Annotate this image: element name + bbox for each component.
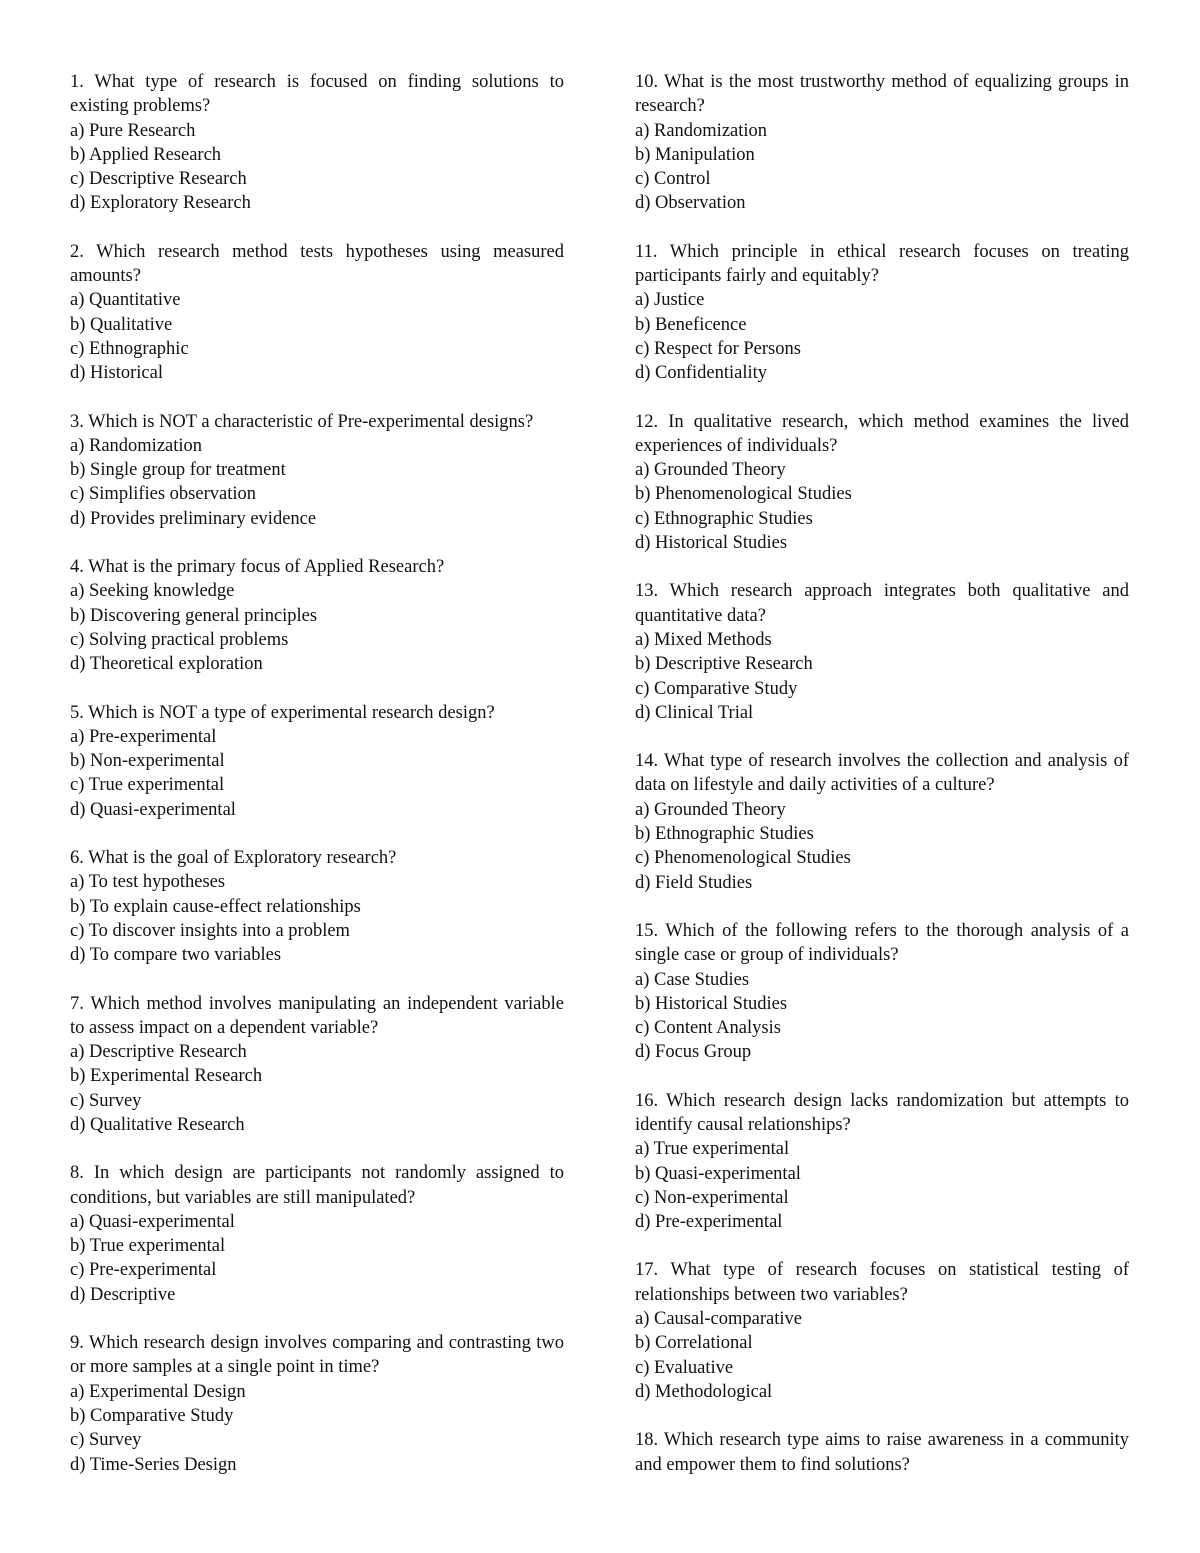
option-a: a) Grounded Theory	[635, 799, 786, 820]
option-c: c) Ethnographic	[70, 338, 189, 359]
option-d: d) To compare two variables	[70, 945, 282, 966]
question-7	[70, 992, 564, 1138]
option-d: d) Historical	[70, 363, 163, 384]
option-c: c) Survey	[70, 1090, 142, 1111]
option-c: c) Respect for Persons	[635, 338, 801, 359]
option-a: a) Experimental Design	[70, 1381, 246, 1402]
option-a: a) Randomization	[70, 435, 203, 456]
question-text: 6. What is the goal of Exploratory research?	[70, 848, 397, 869]
option-b: b) Non-experimental	[70, 751, 225, 772]
question-16	[635, 1089, 1129, 1235]
question-text: 16. Which research design lacks randomization but attempts to identify causal relationships?	[635, 1090, 1129, 1135]
option-d: d) Confidentiality	[635, 363, 768, 384]
option-d: d) Observation	[635, 193, 746, 214]
option-b: b) Single group for treatment	[70, 460, 286, 481]
option-d: d) Quasi-experimental	[70, 799, 236, 820]
question-text: 14. What type of research involves the collection and analysis of data on lifestyle and daily activities of a culture?	[635, 751, 1129, 796]
option-d: d) Provides preliminary evidence	[70, 508, 317, 529]
question-10	[635, 70, 1129, 216]
option-a: a) Randomization	[635, 120, 768, 141]
option-b: b) Descriptive Research	[635, 654, 813, 675]
question-text: 2. Which research method tests hypotheses using measured amounts?	[70, 241, 564, 287]
option-a: a) Grounded Theory	[635, 460, 786, 481]
option-b: b) Experimental Research	[70, 1066, 263, 1087]
left-column	[70, 70, 564, 1501]
option-b: b) Discovering general principles	[70, 605, 318, 626]
question-text: 4. What is the primary focus of Applied Research?	[70, 557, 445, 578]
option-c: c) Simplifies observation	[70, 484, 256, 505]
option-c: c) Control	[635, 169, 711, 190]
question-12	[635, 410, 1129, 556]
option-a: a) Quantitative	[70, 290, 181, 311]
option-a: a) Causal-comparative	[635, 1309, 802, 1330]
option-d: d) Historical Studies	[635, 533, 788, 554]
option-a: a) Mixed Methods	[635, 629, 772, 650]
question-3	[70, 410, 564, 531]
question-9	[70, 1331, 564, 1477]
option-b: b) Phenomenological Studies	[635, 484, 852, 505]
question-18	[635, 1428, 1129, 1477]
question-15	[635, 919, 1129, 1065]
option-b: b) Manipulation	[635, 144, 755, 165]
question-text: 18. Which research type aims to raise awareness in a community and empower them to find solutions?	[635, 1430, 1129, 1475]
option-a: a) Pure Research	[70, 120, 196, 141]
option-a: a) Descriptive Research	[70, 1042, 247, 1063]
option-c: c) Survey	[70, 1430, 142, 1451]
question-2	[70, 240, 564, 386]
question-6	[70, 846, 564, 967]
option-b: b) Beneficence	[635, 314, 747, 335]
option-d: d) Descriptive	[70, 1284, 176, 1305]
question-1	[70, 70, 564, 216]
option-d: d) Theoretical exploration	[70, 654, 263, 675]
option-d: d) Qualitative Research	[70, 1114, 245, 1135]
question-text: 9. Which research design involves comparing and contrasting two or more samples at a single point in time?	[70, 1333, 564, 1378]
option-d: d) Focus Group	[635, 1042, 752, 1063]
option-c: c) Phenomenological Studies	[635, 848, 851, 869]
option-c: c) Descriptive Research	[70, 169, 247, 190]
option-b: b) True experimental	[70, 1236, 226, 1257]
option-b: b) Correlational	[635, 1333, 753, 1354]
option-b: b) Applied Research	[70, 144, 222, 165]
option-c: c) Pre-experimental	[70, 1260, 217, 1281]
question-13	[635, 579, 1129, 725]
option-c: c) Solving practical problems	[70, 629, 289, 650]
option-b: b) Historical Studies	[635, 993, 788, 1014]
option-a: a) True experimental	[635, 1139, 790, 1160]
question-text: 12. In qualitative research, which method examines the lived experiences of individuals?	[635, 411, 1129, 456]
option-c: c) True experimental	[70, 775, 225, 796]
option-d: d) Exploratory Research	[70, 193, 251, 214]
question-text: 8. In which design are participants not randomly assigned to conditions, but variables are still manipulated?	[70, 1163, 564, 1208]
question-5	[70, 701, 564, 822]
option-d: d) Methodological	[635, 1381, 773, 1402]
question-17	[635, 1258, 1129, 1404]
option-c: c) Content Analysis	[635, 1018, 781, 1039]
option-a: a) Justice	[635, 290, 705, 311]
option-c: c) Evaluative	[635, 1357, 734, 1378]
question-text: 1. What type of research is focused on finding solutions to existing problems?	[70, 72, 564, 117]
option-c: c) Comparative Study	[635, 678, 798, 699]
option-d: d) Time-Series Design	[70, 1454, 237, 1475]
question-8	[70, 1161, 564, 1307]
question-text: 17. What type of research focuses on statistical testing of relationships between two variables?	[635, 1260, 1129, 1305]
question-text: 3. Which is NOT a characteristic of Pre-experimental designs?	[70, 411, 534, 432]
option-c: c) Ethnographic Studies	[635, 508, 813, 529]
question-11	[635, 240, 1129, 386]
option-b: b) Quasi-experimental	[635, 1163, 801, 1184]
option-c: c) Non-experimental	[635, 1187, 789, 1208]
option-a: a) To test hypotheses	[70, 872, 226, 893]
question-text: 5. Which is NOT a type of experimental research design?	[70, 702, 495, 723]
option-d: d) Clinical Trial	[635, 702, 754, 723]
option-d: d) Pre-experimental	[635, 1212, 783, 1233]
option-b: b) Ethnographic Studies	[635, 824, 814, 845]
option-d: d) Field Studies	[635, 872, 753, 893]
option-a: a) Case Studies	[635, 969, 750, 990]
option-a: a) Seeking knowledge	[70, 581, 235, 602]
question-text: 10. What is the most trustworthy method of equalizing groups in research?	[635, 72, 1129, 117]
question-text: 7. Which method involves manipulating an independent variable to assess impact on a dependent variable?	[70, 993, 564, 1038]
question-text: 15. Which of the following refers to the thorough analysis of a single case or group of individuals?	[635, 920, 1129, 966]
question-text: 13. Which research approach integrates both qualitative and quantitative data?	[635, 581, 1129, 626]
option-c: c) To discover insights into a problem	[70, 920, 350, 941]
question-4	[70, 555, 564, 676]
right-column	[635, 70, 1129, 1501]
option-b: b) To explain cause-effect relationships	[70, 896, 361, 917]
option-b: b) Comparative Study	[70, 1405, 234, 1426]
option-b: b) Qualitative	[70, 314, 173, 335]
question-text: 11. Which principle in ethical research focuses on treating participants fairly and equitably?	[635, 241, 1129, 287]
option-a: a) Pre-experimental	[70, 726, 217, 747]
option-a: a) Quasi-experimental	[70, 1211, 235, 1232]
question-14	[635, 749, 1129, 895]
